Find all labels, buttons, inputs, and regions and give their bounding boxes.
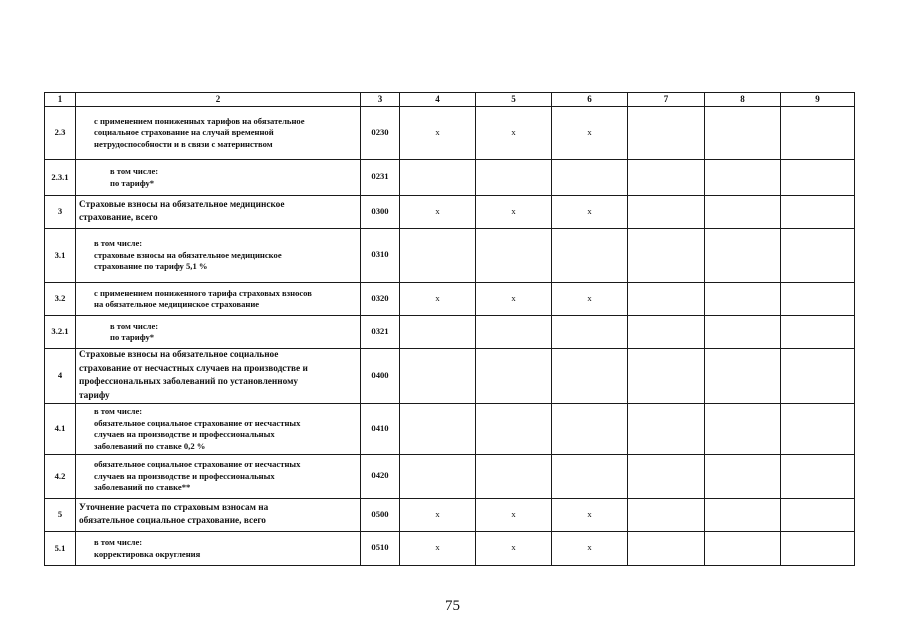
row-description — [76, 455, 361, 499]
value-cell-col9[interactable] — [781, 316, 855, 349]
table-row — [45, 196, 855, 229]
header-row — [45, 93, 855, 107]
value-cell-col9[interactable] — [781, 455, 855, 499]
value-cell-col9[interactable] — [781, 196, 855, 229]
value-cell-col9[interactable] — [781, 499, 855, 532]
row-description — [76, 316, 361, 349]
table-row — [45, 107, 855, 160]
value-cell-col6[interactable] — [552, 455, 628, 499]
column-header-8: 8 — [705, 93, 781, 107]
value-cell-col4[interactable]: х — [400, 107, 476, 160]
value-cell-col7[interactable] — [628, 532, 705, 566]
value-cell-col6[interactable]: х — [552, 499, 628, 532]
value-cell-col5[interactable] — [476, 316, 552, 349]
value-cell-col8[interactable] — [705, 160, 781, 196]
description-line: страхование от несчастных случаев на производстве и — [79, 363, 308, 374]
line-code: 0510 — [361, 532, 400, 566]
column-header-2: 2 — [76, 93, 361, 107]
table-row — [45, 499, 855, 532]
value-cell-col7[interactable] — [628, 404, 705, 455]
line-code: 0400 — [361, 349, 400, 404]
row-description — [76, 349, 361, 404]
description-line: страховые взносы на обязательное медицинское — [94, 249, 282, 260]
row-number: 5.1 — [45, 532, 76, 566]
table-row — [45, 455, 855, 499]
line-code: 0500 — [361, 499, 400, 532]
value-cell-col6[interactable] — [552, 404, 628, 455]
value-cell-col9[interactable] — [781, 229, 855, 283]
value-cell-col9[interactable] — [781, 283, 855, 316]
row-description — [76, 283, 361, 316]
value-cell-col4[interactable] — [400, 229, 476, 283]
value-cell-col4[interactable] — [400, 160, 476, 196]
description-line: с применением пониженного тарифа страховых взносов — [94, 287, 312, 298]
description-line: в том числе: — [94, 406, 143, 416]
description-line: в том числе: — [110, 166, 159, 176]
line-code: 0310 — [361, 229, 400, 283]
row-number: 3.1 — [45, 229, 76, 283]
value-cell-col9[interactable] — [781, 404, 855, 455]
row-description — [76, 160, 361, 196]
value-cell-col5[interactable]: х — [476, 107, 552, 160]
description-line: Страховые взносы на обязательное медицинское — [79, 199, 285, 210]
value-cell-col4[interactable] — [400, 404, 476, 455]
line-code: 0320 — [361, 283, 400, 316]
value-cell-col6[interactable]: х — [552, 107, 628, 160]
table-row — [45, 532, 855, 566]
value-cell-col9[interactable] — [781, 349, 855, 404]
description-line: профессиональных заболеваний по установленному — [79, 377, 299, 387]
page-number: 75 — [445, 598, 460, 614]
value-cell-col5[interactable] — [476, 404, 552, 455]
value-cell-col7[interactable] — [628, 499, 705, 532]
row-number: 3.2.1 — [45, 316, 76, 349]
row-number: 3.2 — [45, 283, 76, 316]
line-code: 0410 — [361, 404, 400, 455]
column-header-6: 6 — [552, 93, 628, 107]
value-cell-col6[interactable] — [552, 349, 628, 404]
description-line: с применением пониженных тарифов на обязательное — [94, 115, 305, 126]
value-cell-col8[interactable] — [705, 107, 781, 160]
value-cell-col6[interactable]: х — [552, 283, 628, 316]
table-row — [45, 283, 855, 316]
description-line: страхование, всего — [79, 213, 158, 223]
value-cell-col6[interactable] — [552, 316, 628, 349]
value-cell-col8[interactable] — [705, 229, 781, 283]
value-cell-col5[interactable] — [476, 349, 552, 404]
value-cell-col7[interactable] — [628, 349, 705, 404]
description-line: в том числе: — [94, 238, 143, 249]
column-header-3: 3 — [361, 93, 400, 107]
column-header-1: 1 — [45, 93, 76, 107]
value-cell-col6[interactable]: х — [552, 532, 628, 566]
value-cell-col8[interactable] — [705, 349, 781, 404]
description-line: случаев на производстве и профессиональных — [94, 429, 275, 439]
description-line: по тарифу* — [110, 332, 155, 342]
description-line: корректировка округления — [94, 548, 201, 559]
description-line: в том числе: — [94, 537, 143, 547]
table-row — [45, 229, 855, 283]
row-description — [76, 499, 361, 532]
value-cell-col6[interactable]: х — [552, 196, 628, 229]
column-header-7: 7 — [628, 93, 705, 107]
line-code: 0420 — [361, 455, 400, 499]
value-cell-col9[interactable] — [781, 107, 855, 160]
description-line: случаев на производстве и профессиональных — [94, 470, 275, 481]
column-header-5: 5 — [476, 93, 552, 107]
line-code: 0230 — [361, 107, 400, 160]
row-description — [76, 107, 361, 160]
table-row — [45, 404, 855, 455]
value-cell-col9[interactable] — [781, 160, 855, 196]
line-code: 0231 — [361, 160, 400, 196]
row-number: 4.1 — [45, 404, 76, 455]
value-cell-col7[interactable] — [628, 107, 705, 160]
line-code: 0321 — [361, 316, 400, 349]
value-cell-col8[interactable] — [705, 316, 781, 349]
value-cell-col7[interactable] — [628, 316, 705, 349]
value-cell-col4[interactable]: х — [400, 283, 476, 316]
description-line: тарифу — [79, 390, 110, 401]
row-number: 5 — [45, 499, 76, 532]
value-cell-col5[interactable] — [476, 455, 552, 499]
value-cell-col5[interactable]: х — [476, 499, 552, 532]
value-cell-col4[interactable]: х — [400, 499, 476, 532]
description-line: Страховые взносы на обязательное социальное — [79, 350, 279, 360]
row-description — [76, 229, 361, 283]
value-cell-col5[interactable]: х — [476, 532, 552, 566]
description-line: страхование по тарифу 5,1 % — [94, 261, 208, 272]
row-number: 4.2 — [45, 455, 76, 499]
value-cell-col8[interactable] — [705, 532, 781, 566]
value-cell-col8[interactable] — [705, 455, 781, 499]
value-cell-col6[interactable] — [552, 160, 628, 196]
row-description — [76, 532, 361, 566]
value-cell-col8[interactable] — [705, 283, 781, 316]
description-line: социальное страхование на случай временной — [94, 127, 274, 138]
value-cell-col4[interactable]: х — [400, 532, 476, 566]
row-number: 2.3 — [45, 107, 76, 160]
value-cell-col4[interactable]: х — [400, 196, 476, 229]
column-header-9: 9 — [781, 93, 855, 107]
value-cell-col5[interactable] — [476, 229, 552, 283]
value-cell-col7[interactable] — [628, 160, 705, 196]
row-number: 2.3.1 — [45, 160, 76, 196]
table-row — [45, 349, 855, 404]
value-cell-col4[interactable] — [400, 316, 476, 349]
table-row — [45, 160, 855, 196]
value-cell-col5[interactable]: х — [476, 283, 552, 316]
value-cell-col7[interactable] — [628, 229, 705, 283]
description-line: в том числе: — [110, 320, 159, 331]
value-cell-col5[interactable]: х — [476, 196, 552, 229]
value-cell-col8[interactable] — [705, 499, 781, 532]
column-header-4: 4 — [400, 93, 476, 107]
description-line: обязательное социальное страхование от несчастных — [94, 459, 301, 470]
value-cell-col4[interactable] — [400, 349, 476, 404]
description-line: обязательное социальное страхование от несчастных — [94, 417, 301, 428]
row-description — [76, 196, 361, 229]
row-number: 3 — [45, 196, 76, 229]
description-line: на обязательное медицинское страхование — [94, 299, 260, 309]
description-line: нетрудоспособности и в связи с материнством — [94, 138, 273, 149]
row-number: 4 — [45, 349, 76, 404]
contributions-table — [44, 92, 855, 566]
description-line: заболеваний по ставке 0,2 % — [94, 440, 206, 451]
row-description — [76, 404, 361, 455]
description-line: по тарифу* — [110, 177, 155, 188]
value-cell-col7[interactable] — [628, 455, 705, 499]
value-cell-col7[interactable] — [628, 196, 705, 229]
value-cell-col4[interactable] — [400, 455, 476, 499]
description-line: Уточнение расчета по страховым взносам на — [79, 502, 269, 513]
line-code: 0300 — [361, 196, 400, 229]
value-cell-col9[interactable] — [781, 532, 855, 566]
table-row — [45, 316, 855, 349]
description-line: обязательное социальное страхование, всего — [79, 516, 266, 526]
value-cell-col6[interactable] — [552, 229, 628, 283]
value-cell-col8[interactable] — [705, 404, 781, 455]
value-cell-col7[interactable] — [628, 283, 705, 316]
description-line: заболеваний по ставке** — [94, 482, 191, 493]
value-cell-col8[interactable] — [705, 196, 781, 229]
value-cell-col5[interactable] — [476, 160, 552, 196]
